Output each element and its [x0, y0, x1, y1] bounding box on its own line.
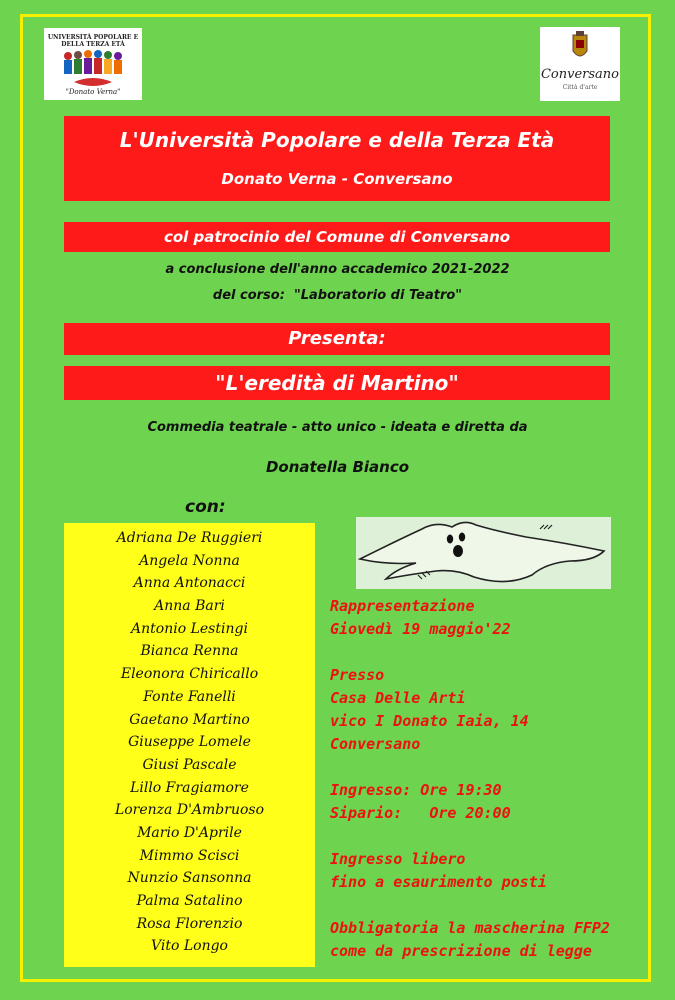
cast-member: Giusi Pascale: [142, 756, 237, 773]
cast-member: Lillo Fragiamore: [130, 779, 249, 796]
cast-list: [64, 527, 315, 958]
university-subtitle: Donato Verna - Conversano: [221, 170, 453, 188]
cast-member: Fonte Fanelli: [143, 688, 236, 705]
cast-box: [64, 523, 315, 967]
presenta-banner: Presenta:: [64, 323, 610, 355]
ghost-icon: [356, 517, 611, 589]
venue-address: vico I Donato Iaia, 14: [330, 712, 529, 730]
cast-member: Palma Satalino: [136, 893, 243, 909]
university-logo-text: UNIVERSITÀ POPOLARE E DELLA TERZA ETÀ: [47, 34, 139, 48]
cast-member: Anna Bari: [154, 598, 225, 615]
ghost-illustration: [356, 517, 611, 589]
venue-name: Casa Delle Arti: [330, 689, 466, 707]
comedy-description: Commedia teatrale - atto unico - ideata e diretta da: [147, 420, 528, 435]
university-name: L'Università Popolare e della Terza Età: [119, 128, 555, 152]
curtain-time: Sipario: Ore 20:00: [330, 804, 511, 822]
mask-rule: Obbligatoria la mascherina FFP2: [330, 919, 610, 937]
cast-member: Angela Nonna: [139, 552, 240, 569]
free-entry: Ingresso libero: [330, 850, 466, 868]
cast-member: Antonio Lestingi: [131, 620, 248, 637]
venue-city: Conversano: [330, 735, 421, 753]
conversano-logo-name: Conversano: [540, 67, 620, 82]
cast-heading: con:: [185, 497, 226, 517]
seats-note: fino a esaurimento posti: [330, 873, 547, 891]
cast-member: Rosa Florenzio: [136, 915, 243, 932]
conclusion-line: a conclusione dell'anno accademico 2021-2022: [165, 262, 510, 277]
university-logo: [44, 28, 142, 100]
play-title-banner: "L'eredità di Martino": [64, 366, 610, 400]
cast-member: Bianca Renna: [140, 643, 239, 660]
cast-member: Gaetano Martino: [129, 711, 250, 728]
cast-member: Mimmo Scisci: [139, 847, 240, 864]
conversano-logo-subtitle: Città d'arte: [562, 84, 598, 91]
patronage-banner: col patrocinio del Comune di Conversano: [64, 222, 610, 252]
venue-label: Presso: [330, 666, 385, 684]
cast-member: Giuseppe Lomele: [128, 734, 251, 751]
cast-member: Lorenza D'Ambruoso: [114, 802, 265, 819]
cast-member: Anna Antonacci: [133, 575, 246, 592]
cast-member: Mario D'Aprile: [137, 824, 242, 841]
show-label: Rappresentazione: [330, 597, 475, 615]
director-name: Donatella Bianco: [265, 458, 410, 476]
mask-law: come da prescrizione di legge: [330, 942, 592, 960]
cast-member: Vito Longo: [151, 938, 228, 955]
course-line: del corso: "Laboratorio di Teatro": [212, 288, 463, 303]
conversano-logo: [540, 27, 620, 101]
university-logo-subtitle: "Donato Verna": [65, 88, 121, 96]
title-banner: [64, 116, 610, 201]
cast-member: Adriana De Ruggieri: [116, 530, 263, 546]
cast-member: Eleonora Chiricallo: [120, 666, 259, 683]
entry-time: Ingresso: Ore 19:30: [330, 781, 502, 799]
show-date: Giovedì 19 maggio'22: [330, 620, 511, 638]
cast-member: Nunzio Sansonna: [127, 870, 252, 887]
